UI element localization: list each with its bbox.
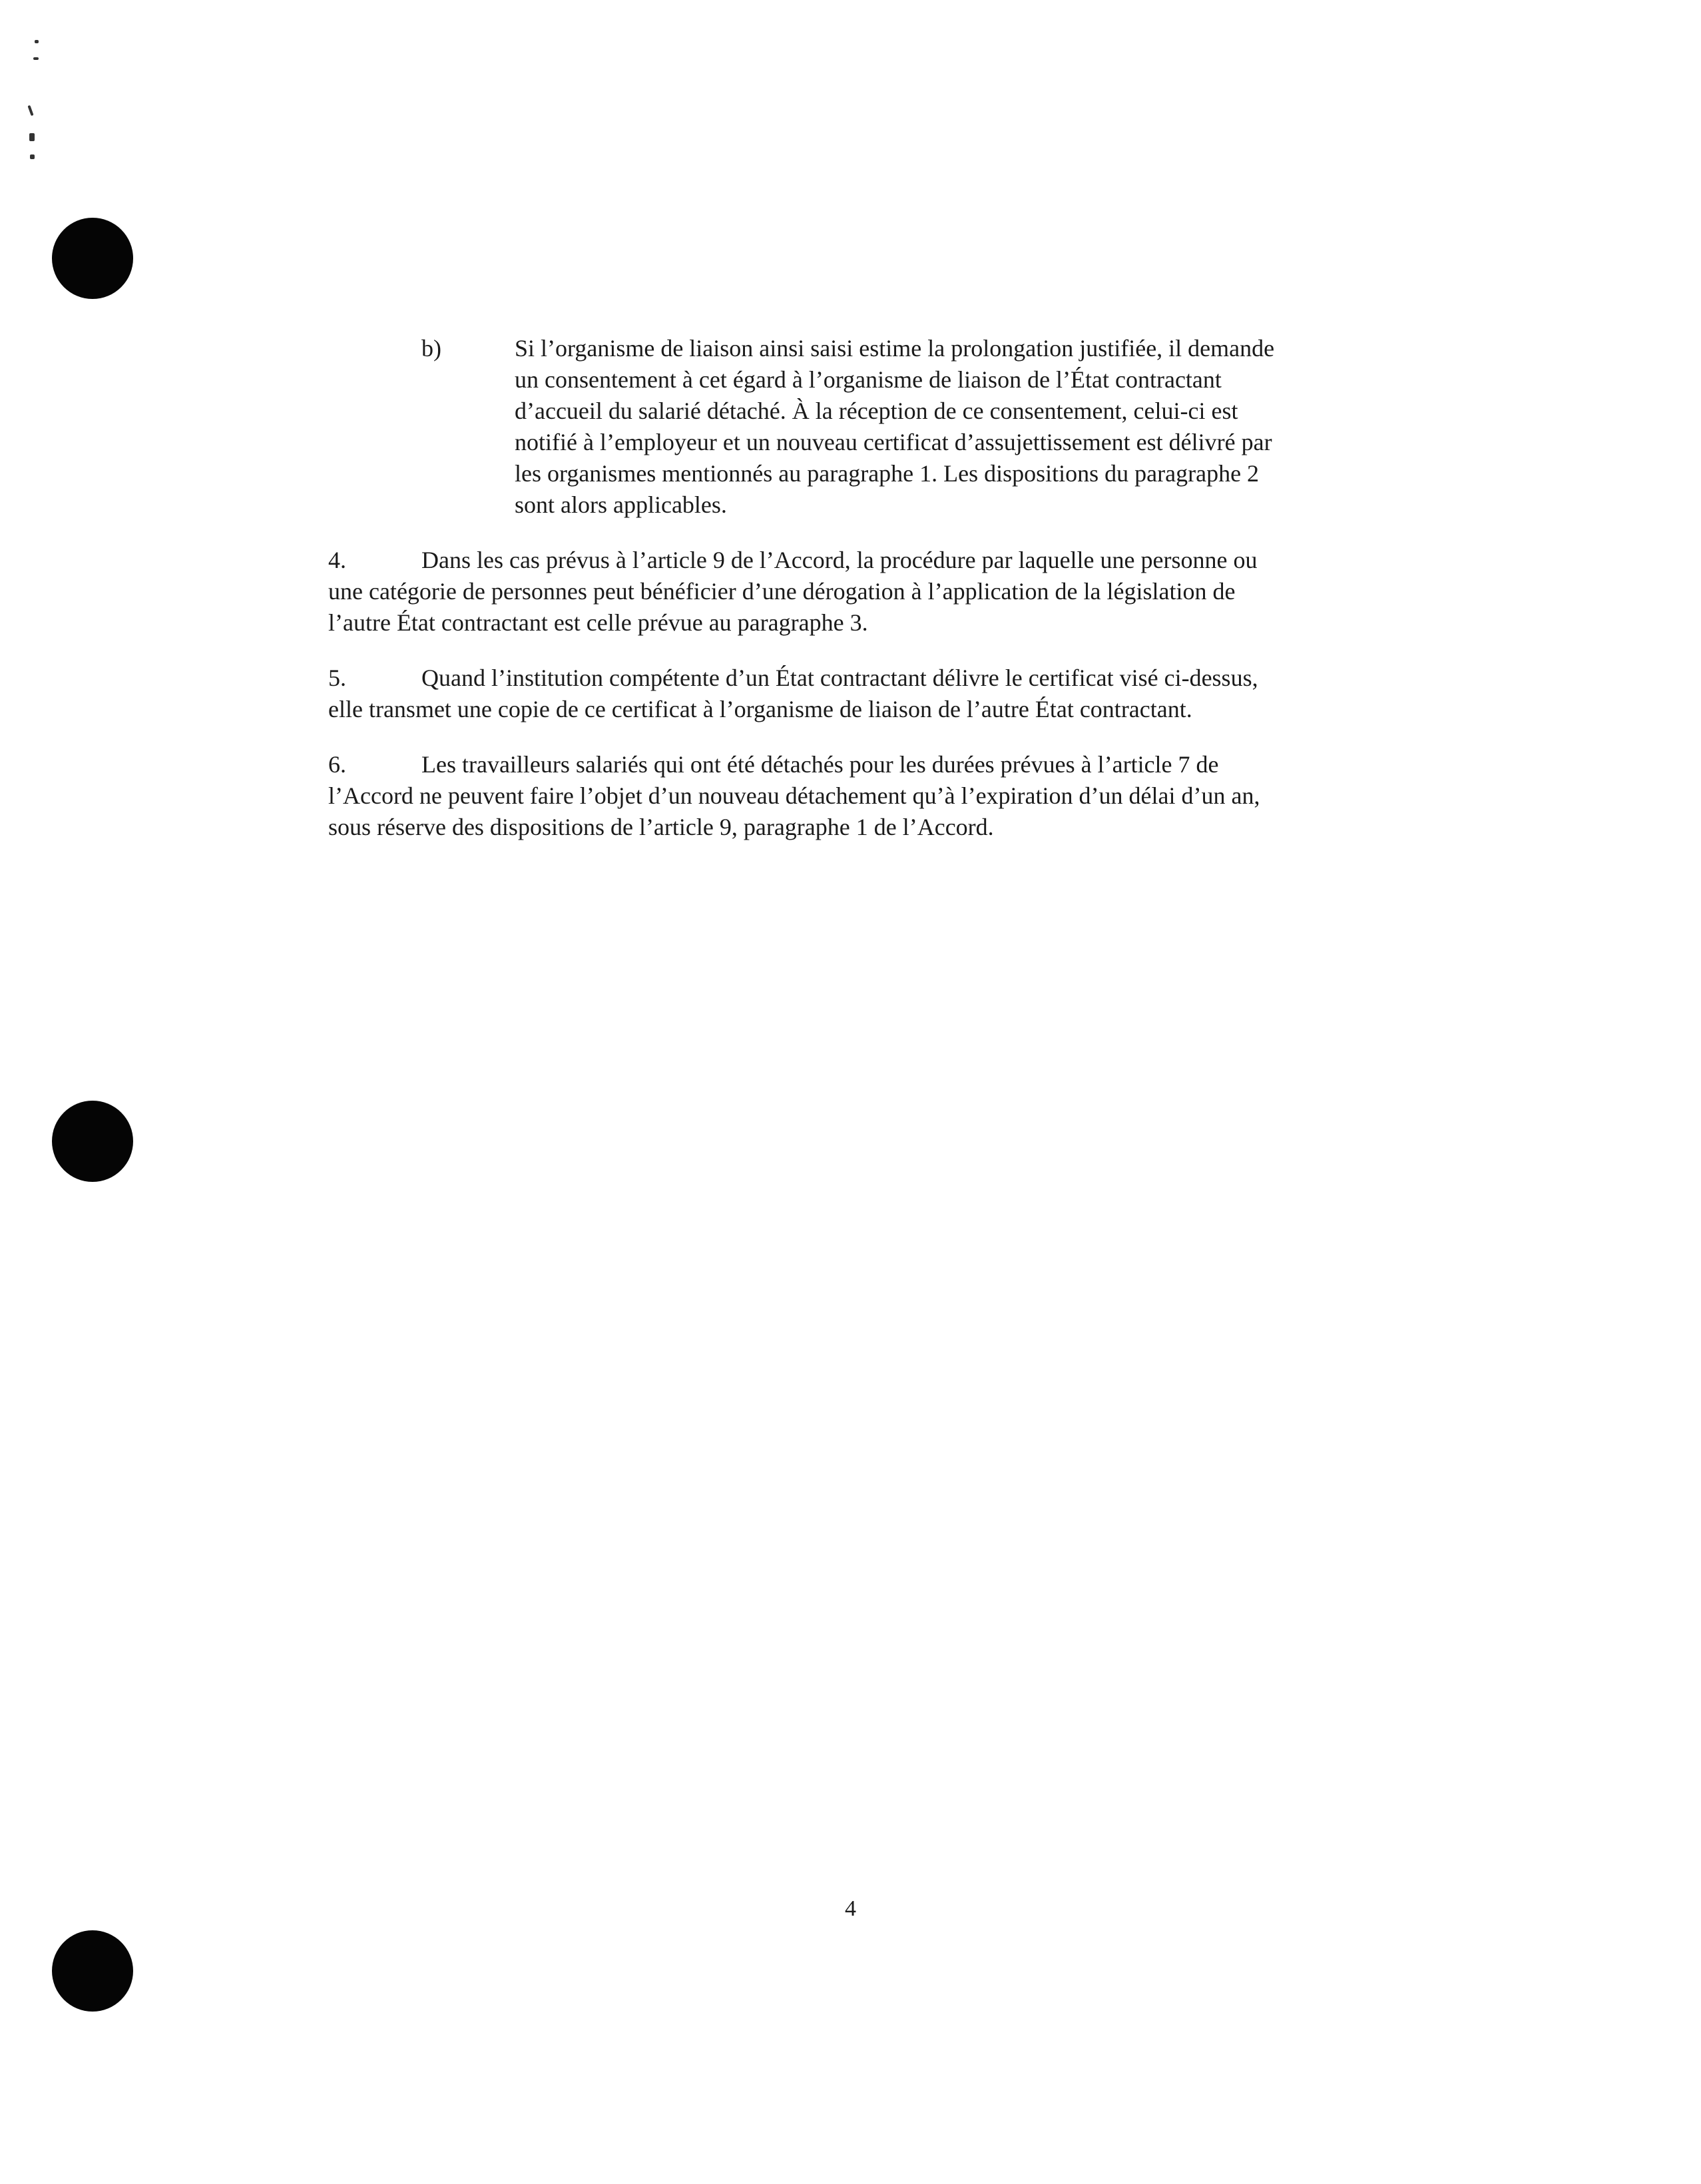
text-line — [328, 663, 1360, 694]
text-line — [328, 545, 1360, 576]
text-segment: Les travailleurs salariés qui ont été détachés pour les durées prévues à l’article 7 de — [421, 751, 1219, 778]
paragraph-number: 5. — [328, 665, 346, 691]
scan-speck — [33, 57, 39, 60]
text-segment: Quand l’institution compétente d’un État contractant délivre le certificat visé ci-dessus, — [421, 665, 1258, 691]
paragraph-6 — [328, 749, 1360, 843]
paragraph-5 — [328, 663, 1360, 725]
paragraph-4 — [328, 545, 1360, 639]
text-line — [328, 749, 1360, 780]
text-line: elle transmet une copie de ce certificat à l’organisme de liaison de l’autre État contractant. — [328, 696, 1192, 722]
text-line: les organismes mentionnés au paragraphe 1. Les dispositions du paragraphe 2 — [515, 460, 1260, 487]
text-line: Si l’organisme de liaison ainsi saisi estime la prolongation justifiée, il demande — [515, 335, 1275, 362]
scan-speck — [35, 40, 39, 43]
text-line: une catégorie de personnes peut bénéficier d’une dérogation à l’application de la législation de — [328, 578, 1236, 605]
text-line: sont alors applicables. — [515, 491, 727, 518]
scan-speck — [27, 105, 33, 116]
page-number: 4 — [845, 1896, 856, 1921]
text-line: un consentement à cet égard à l’organisme de liaison de l’État contractant — [515, 366, 1222, 393]
punch-hole — [52, 218, 133, 299]
text-line: sous réserve des dispositions de l’article 9, paragraphe 1 de l’Accord. — [328, 814, 994, 840]
sub-paragraph-marker: b) — [421, 335, 441, 362]
text-line: d’accueil du salarié détaché. À la réception de ce consentement, celui-ci est — [515, 398, 1238, 424]
sub-paragraph-b — [328, 333, 1360, 521]
paragraph-number: 6. — [328, 751, 346, 778]
scan-speck — [29, 133, 35, 141]
paragraph-number: 4. — [328, 547, 346, 573]
punch-hole — [52, 1930, 133, 2012]
text-line: notifié à l’employeur et un nouveau certificat d’assujettissement est délivré par — [515, 429, 1272, 455]
text-line: l’autre État contractant est celle prévue au paragraphe 3. — [328, 609, 868, 636]
text-segment: Dans les cas prévus à l’article 9 de l’Accord, la procédure par laquelle une personne ou — [421, 547, 1258, 573]
punch-hole — [52, 1101, 133, 1182]
scan-speck — [30, 154, 35, 159]
text-line: l’Accord ne peuvent faire l’objet d’un nouveau détachement qu’à l’expiration d’un délai d’un an, — [328, 782, 1260, 809]
document-body — [328, 333, 1360, 867]
